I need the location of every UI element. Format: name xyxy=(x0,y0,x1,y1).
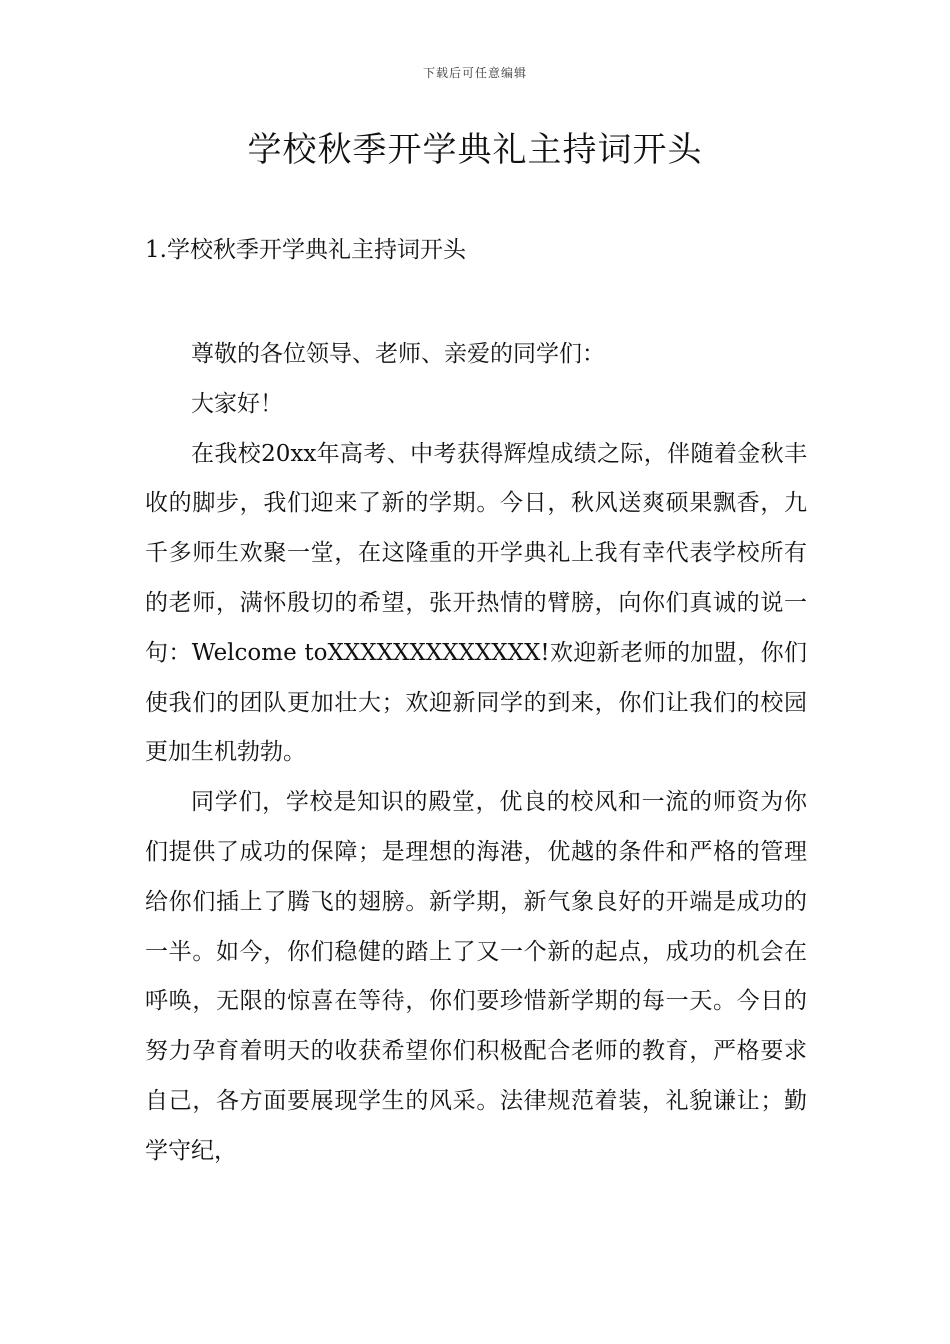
salutation-paragraph: 尊敬的各位领导、老师、亲爱的同学们： xyxy=(191,341,605,367)
section-heading: 1.学校秋季开学典礼主持词开头 xyxy=(145,237,466,263)
document-title: 学校秋季开学典礼主持词开头 xyxy=(247,130,703,170)
body-paragraph: 同学们，学校是知识的殿堂，优良的校风和一流的师资为你们提供了成功的保障；是理想的海港，优越的条件和严格的管理给你们插上了腾飞的翅膀。新学期，新气象良好的开端是成功的一半。如今，你们稳健的踏上了又一个新的起点，成功的机会在呼唤，无限的惊喜在等待，你们要珍惜新学期的每一天。今日的努力孕育着明天的收获希望你们积极配合老师的教育，严格要求自己，各方面要展现学生的风采。法律规范着装，礼貌谦让；勤学守纪， xyxy=(145,789,807,1164)
header-note: 下载后可任意编辑 xyxy=(422,66,527,80)
body-paragraph: 在我校20xx年高考、中考获得辉煌成绩之际，伴随着金秋丰收的脚步，我们迎来了新的学期。今日，秋风送爽硕果飘香，九千多师生欢聚一堂，在这隆重的开学典礼上我有幸代表学校所有的老师，满怀殷切的希望，张开热情的臂膀，向你们真诚的说一句：Welcome toXXXXXXXXXXXXX!欢迎新老师的加盟，你们使我们的团队更加壮大；欢迎新同学的到来，你们让我们的校园更加生机勃勃。 xyxy=(145,440,807,766)
greeting-paragraph: 大家好！ xyxy=(191,390,283,417)
document-body xyxy=(145,330,807,1177)
